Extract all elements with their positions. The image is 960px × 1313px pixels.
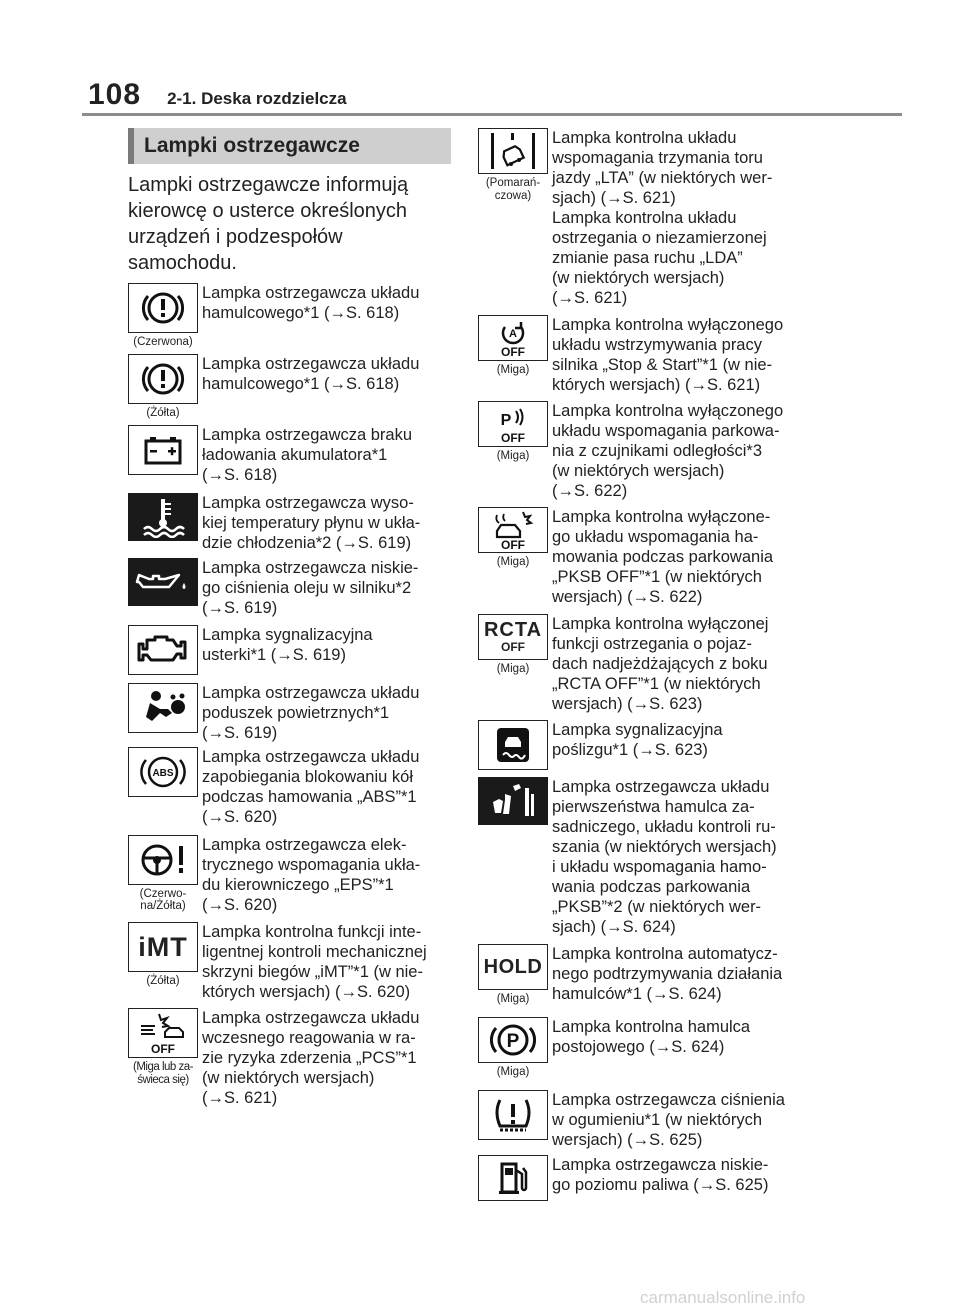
list-item [478, 507, 802, 607]
coolant-temperature-icon [128, 493, 198, 541]
list-item [478, 401, 802, 501]
parking-sensor-off-icon [478, 401, 548, 447]
icon-caption: (Miga) [496, 556, 530, 568]
svg-text:P: P [506, 1031, 520, 1052]
icon-caption: (Miga) [496, 450, 530, 462]
icon-caption: (Miga) [496, 993, 530, 1005]
icon-caption: (Czerwona) [133, 336, 193, 348]
list-item [128, 283, 452, 349]
item-text: Lampka ostrzegawcza układu hamulcowego*1 (→S. 618) [202, 284, 420, 322]
list-item [478, 777, 802, 937]
abs-icon [128, 747, 198, 797]
icon-caption: (Żółta) [146, 407, 180, 419]
list-item [128, 625, 452, 675]
item-text: Lampka kontrolna wyłączone- go układu wspomagania ha- mowania podczas parkowania „PKSB OFF”*1 (w niektórych wersjach) (→S. 622) [552, 508, 774, 606]
list-item [478, 128, 802, 308]
item-text: Lampka ostrzegawcza braku ładowania akumulatora*1 (→S. 618) [202, 426, 413, 484]
item-text: Lampka ostrzegawcza elek- trycznego wspomagania ukła- du kierowniczego „EPS”*1 (→S. 620) [202, 836, 421, 914]
item-text: Lampka ostrzegawcza układu wczesnego reagowania w ra- zie ryzyka zderzenia „PCS”*1 (w niektórych wersjach) (→S. 621) [202, 1009, 420, 1107]
item-text: Lampka kontrolna hamulca postojowego (→S. 624) [552, 1018, 751, 1056]
page-number: 108 [88, 78, 142, 111]
off-label: OFF [151, 1042, 175, 1056]
icon-caption: (Miga) [496, 364, 530, 376]
list-item [478, 720, 802, 770]
list-item [128, 493, 452, 553]
off-label: OFF [501, 431, 525, 445]
item-text: Lampka ostrzegawcza układu zapobiegania blokowaniu kół podczas hamowania „ABS”*1 (→S. 620) [202, 748, 420, 826]
page-header [88, 78, 347, 112]
pcs-off-icon [128, 1008, 198, 1058]
icon-caption: (Pomarań- czowa) [485, 177, 541, 202]
lane-trace-icon [478, 128, 548, 174]
eps-steering-icon [128, 835, 198, 885]
icon-caption: (Czerwo- na/Żółta) [139, 888, 187, 912]
list-item [128, 683, 452, 743]
item-text: Lampka ostrzegawcza ciśnienia w ogumieniu*1 (w niektórych wersjach) (→S. 625) [552, 1091, 785, 1149]
slip-indicator-icon [478, 720, 548, 770]
item-text: Lampka ostrzegawcza układu pierwszeństwa hamulca za- sadniczego, układu kontroli ru- szania (w niektórych wersjach) i układu wspomagania hamo- wania podczas parkowania „PKSB”*2 (w niektórych wer- sjach) (→S. 624) [552, 778, 777, 936]
rcta-label: RCTA [483, 619, 543, 641]
check-engine-icon [128, 625, 198, 675]
rcta-off-icon [478, 614, 548, 660]
list-item [128, 425, 452, 485]
parking-brake-icon [478, 1017, 548, 1063]
section-heading: Lampki ostrzegawcze [128, 128, 451, 164]
imt-label: iMT [138, 931, 188, 962]
list-item [478, 315, 802, 395]
airbag-icon [128, 683, 198, 733]
list-item [128, 747, 452, 827]
off-label: OFF [501, 640, 525, 654]
item-text: Lampka kontrolna wyłączonego układu wstrzymywania pracy silnika „Stop & Start”*1 (w nie- których wersjach) (→S. 621) [552, 316, 784, 394]
brake-override-icon [478, 777, 548, 825]
item-text: Lampka kontrolna wyłączonej funkcji ostrzegania o pojaz- dach nadjeżdżających z boku „RCTA OFF”*1 (w niektórych wersjach) (→S. 623) [552, 615, 769, 713]
list-item [128, 1008, 452, 1108]
list-item [478, 944, 802, 1006]
item-text: Lampka kontrolna automatycz- nego podtrzymywania działania hamulców*1 (→S. 624) [552, 945, 783, 1003]
item-text: Lampka ostrzegawcza niskie- go poziomu paliwa (→S. 625) [552, 1156, 769, 1194]
item-text: Lampka sygnalizacyjna usterki*1 (→S. 619) [202, 626, 373, 664]
list-item [478, 614, 802, 714]
svg-text:P: P [500, 412, 512, 429]
brake-warning-icon [128, 354, 198, 404]
list-item [478, 1090, 802, 1150]
list-item [478, 1017, 802, 1079]
icon-caption: (Żółta) [146, 975, 180, 987]
pksb-off-icon [478, 507, 548, 553]
section-title: 2-1. Deska rozdzielcza [167, 89, 347, 108]
stop-start-off-icon [478, 315, 548, 361]
off-label: OFF [501, 538, 525, 551]
item-text: Lampka ostrzegawcza układu poduszek powietrznych*1 (→S. 619) [202, 684, 420, 742]
item-text: Lampka ostrzegawcza układu hamulcowego*1 (→S. 618) [202, 355, 420, 393]
battery-icon [128, 425, 198, 475]
brake-hold-icon [478, 944, 548, 990]
imt-icon [128, 922, 198, 972]
hold-label: HOLD [483, 955, 543, 978]
item-text: Lampka kontrolna wyłączonego układu wspomagania parkowa- nia z czujnikami odległości*3 (w niektórych wersjach) (→S. 622) [552, 402, 784, 500]
list-item [128, 835, 452, 915]
item-text: Lampka ostrzegawcza wyso- kiej temperatury płynu w ukła- dzie chłodzenia*2 (→S. 619) [202, 494, 421, 552]
icon-caption: (Miga) [496, 663, 530, 675]
list-item [478, 1155, 802, 1201]
item-text: Lampka sygnalizacyjna poślizgu*1 (→S. 623) [552, 721, 723, 759]
fuel-icon [478, 1155, 548, 1201]
svg-text:A: A [509, 328, 517, 340]
icon-caption: (Miga) [496, 1066, 530, 1078]
list-item [128, 558, 452, 618]
item-text: Lampka kontrolna układu wspomagania trzymania toru jazdy „LTA” (w niektórych wer- sjach) (→S. 621) Lampka kontrolna układu ostrzegania o niezamierzonej zmianie pasa ruchu „LDA” (w niektórych wersjach) (→S. 621) [552, 129, 773, 307]
oil-pressure-icon [128, 558, 198, 606]
off-label: OFF [501, 345, 525, 359]
list-item [128, 922, 452, 1002]
list-item [128, 354, 452, 420]
tire-pressure-icon [478, 1090, 548, 1140]
header-divider [82, 113, 902, 116]
brake-warning-icon [128, 283, 198, 333]
abs-label: ABS [152, 768, 174, 779]
icon-caption: (Miga lub za- świeca się) [133, 1061, 193, 1086]
item-text: Lampka ostrzegawcza niskie- go ciśnienia oleju w silniku*2 (→S. 619) [202, 559, 419, 617]
item-text: Lampka kontrolna funkcji inte- ligentnej kontroli mechanicznej skrzyni biegów „iMT”*1 (w nie- których wersjach) (→S. 620) [202, 923, 427, 1001]
watermark: carmanualsonline.info [640, 1288, 806, 1307]
intro-paragraph: Lampki ostrzegawcze informują kierowcę o usterce określonych urządzeń i podzespołów samochodu. [128, 174, 409, 274]
